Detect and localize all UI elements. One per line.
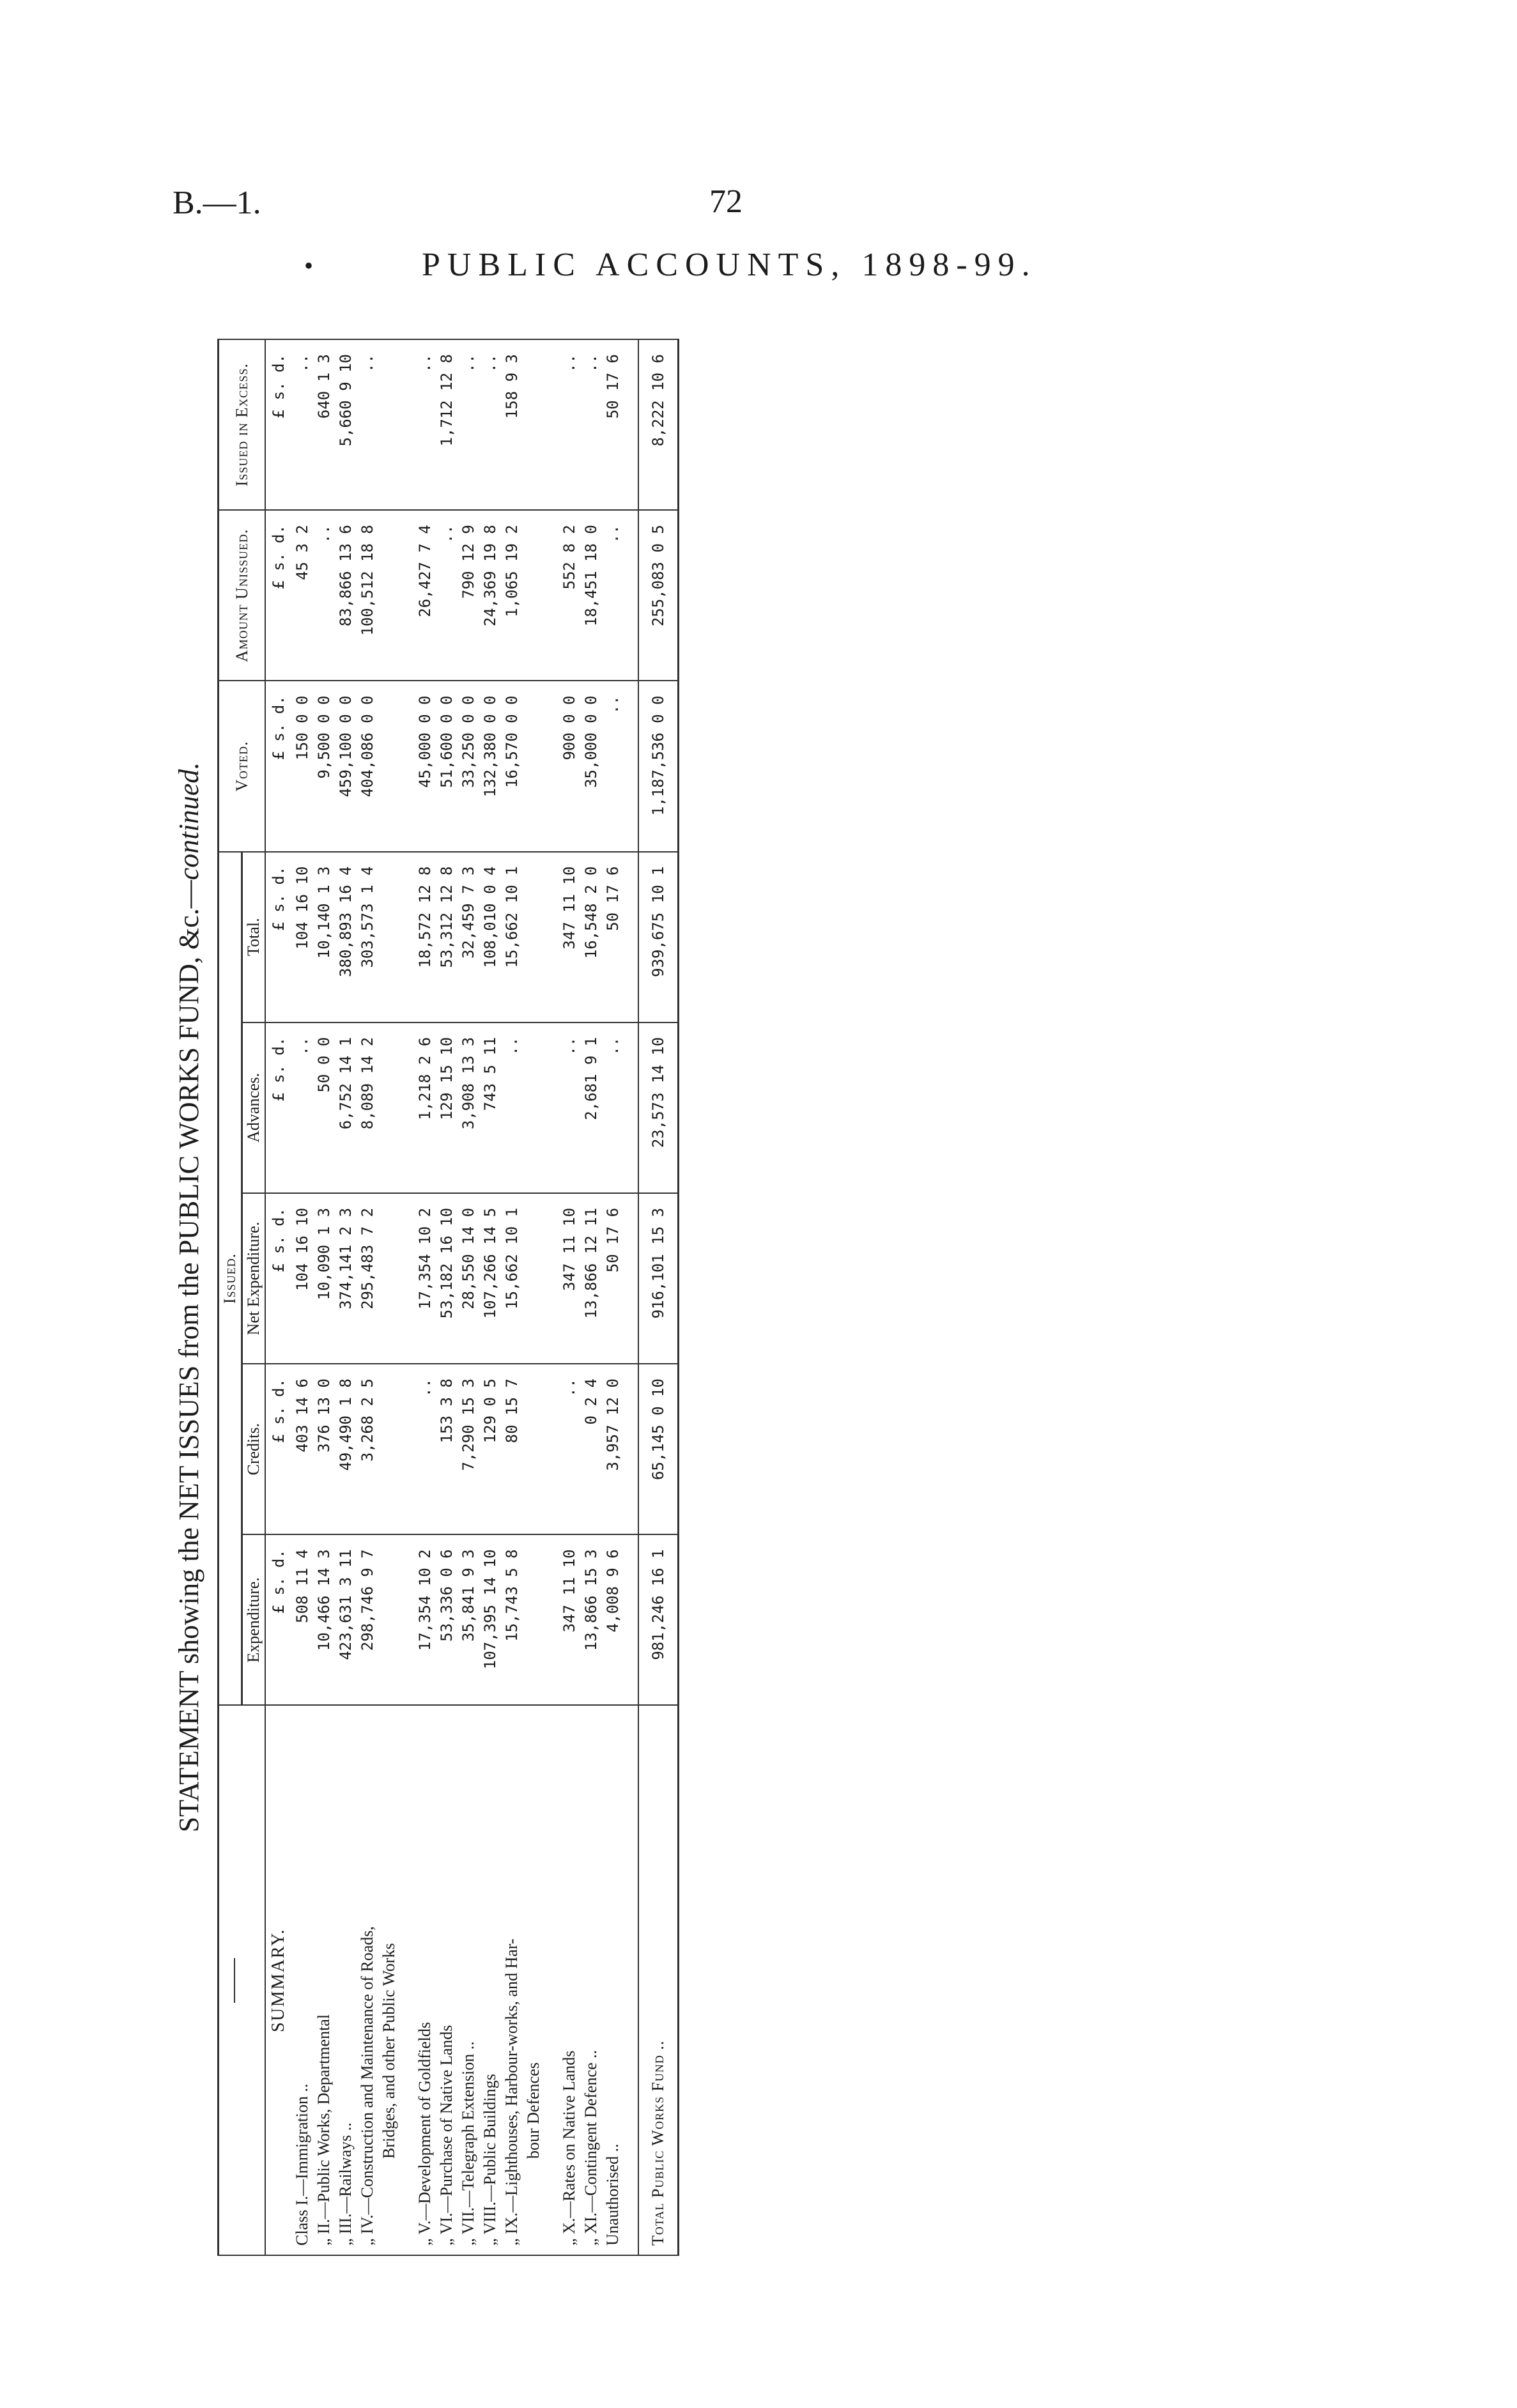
cell-voted: 900 0 0 [558, 681, 580, 851]
cell-unissued: 45 3 2 [291, 510, 313, 681]
empty-cell [378, 1193, 400, 1364]
table-row [436, 339, 458, 2255]
cell-credits: 49,490 1 8 [335, 1364, 357, 1534]
cell-expenditure: 35,841 9 3 [458, 1534, 479, 1705]
empty-cell [378, 339, 400, 510]
cell-total: 303,573 1 4 [357, 852, 378, 1023]
spacer-cell [624, 852, 638, 1023]
voted-header: Voted. [219, 681, 266, 851]
cell-voted: 132,380 0 0 [479, 681, 501, 851]
cell-voted: 33,250 0 0 [458, 681, 479, 851]
cell-expenditure: 4,008 9 6 [602, 1534, 624, 1705]
cell-excess: 158 9 3 [501, 339, 523, 510]
cell-advances: .. [501, 1023, 523, 1193]
cell-net-expenditure: 10,090 1 3 [313, 1193, 335, 1364]
table-row [558, 339, 580, 2255]
page-number: 72 [709, 183, 743, 220]
empty-cell [523, 852, 544, 1023]
cell-credits: 403 14 6 [291, 1364, 313, 1534]
cell-excess: .. [357, 339, 378, 510]
row-description: „ VII.—Telegraph Extension .. [458, 1705, 479, 2255]
issued-in-excess-header: Issued in Excess. [219, 339, 266, 510]
cell-net-expenditure: 53,182 16 10 [436, 1193, 458, 1364]
spacer-cell [544, 1193, 558, 1364]
cell-excess: 640 1 3 [313, 339, 335, 510]
spacer-cell [544, 510, 558, 681]
cell-credits: 376 13 0 [313, 1364, 335, 1534]
cell-unissued: 790 12 9 [458, 510, 479, 681]
statement-title-continued: continued. [173, 762, 204, 881]
cell-expenditure: 17,354 10 2 [414, 1534, 436, 1705]
total-excess: 8,222 10 6 [638, 339, 679, 510]
summary-label: SUMMARY. [265, 1705, 291, 2255]
spacer-cell [624, 510, 638, 681]
spacer-cell [400, 510, 414, 681]
row-description-continued: Bridges, and other Public Works [378, 1705, 400, 2255]
cell-credits: .. [558, 1364, 580, 1534]
spacer-cell [544, 339, 558, 510]
table-row [501, 339, 523, 2255]
issued-header: Issued. [219, 852, 242, 1706]
spacer-cell [544, 1023, 558, 1193]
expenditure-header: Expenditure. [242, 1534, 266, 1705]
lsd-label: £ s. d. [265, 1193, 291, 1364]
document-reference: B.—1. [173, 185, 261, 221]
empty-cell [523, 510, 544, 681]
empty-cell [523, 339, 544, 510]
row-description: Unauthorised .. [602, 1705, 624, 2255]
cell-advances: 129 15 10 [436, 1023, 458, 1193]
table-row-continuation [378, 339, 400, 2255]
cell-excess: .. [291, 339, 313, 510]
lsd-label: £ s. d. [265, 1364, 291, 1534]
cell-excess: 5,660 9 10 [335, 339, 357, 510]
cell-expenditure: 10,466 14 3 [313, 1534, 335, 1705]
total-total: 939,675 10 1 [638, 852, 679, 1023]
cell-unissued: 100,512 18 8 [357, 510, 378, 681]
cell-unissued: 26,427 7 4 [414, 510, 436, 681]
table-row [291, 339, 313, 2255]
cell-credits: 80 15 7 [501, 1364, 523, 1534]
cell-excess: .. [479, 339, 501, 510]
cell-net-expenditure: 347 11 10 [558, 1193, 580, 1364]
empty-cell [378, 1534, 400, 1705]
bullet-mark: • [304, 251, 314, 280]
cell-credits: .. [414, 1364, 436, 1534]
cell-unissued: 83,866 13 6 [335, 510, 357, 681]
cell-total: 10,140 1 3 [313, 852, 335, 1023]
statement-title-main: STATEMENT showing the NET ISSUES from the PUBLIC WORKS FUND, &c.— [173, 880, 204, 1833]
empty-cell [378, 852, 400, 1023]
cell-net-expenditure: 17,354 10 2 [414, 1193, 436, 1364]
row-description: „ VIII.—Public Buildings [479, 1705, 501, 2255]
spacer-cell [400, 1705, 414, 2255]
table-row [580, 339, 602, 2255]
cell-expenditure: 508 11 4 [291, 1534, 313, 1705]
spacer-cell [544, 1364, 558, 1534]
cell-total: 347 11 10 [558, 852, 580, 1023]
cell-total: 53,312 12 8 [436, 852, 458, 1023]
cell-advances: .. [291, 1023, 313, 1193]
spacer-cell [624, 1193, 638, 1364]
spacer-cell [400, 1023, 414, 1193]
cell-voted: .. [602, 681, 624, 851]
cell-voted: 51,600 0 0 [436, 681, 458, 851]
empty-cell [523, 1023, 544, 1193]
lsd-label: £ s. d. [265, 681, 291, 851]
row-description: „ IV.—Construction and Maintenance of Roads, [357, 1705, 378, 2255]
row-description-continued: bour Defences [523, 1705, 544, 2255]
cell-expenditure: 15,743 5 8 [501, 1534, 523, 1705]
cell-expenditure: 423,631 3 11 [335, 1534, 357, 1705]
cell-net-expenditure: 374,141 2 3 [335, 1193, 357, 1364]
empty-cell [523, 1534, 544, 1705]
cell-net-expenditure: 50 17 6 [602, 1193, 624, 1364]
page-title: PUBLIC ACCOUNTS, 1898-99. [422, 247, 1037, 283]
cell-advances: 50 0 0 [313, 1023, 335, 1193]
summary-header-blank [219, 1705, 266, 2255]
row-description: Class I.—Immigration .. [291, 1705, 313, 2255]
cell-unissued: 552 8 2 [558, 510, 580, 681]
cell-credits: 3,268 2 5 [357, 1364, 378, 1534]
spacer-row [400, 339, 414, 2255]
spacer-cell [544, 1705, 558, 2255]
spacer-cell [624, 1705, 638, 2255]
cell-total: 18,572 12 8 [414, 852, 436, 1023]
cell-excess: .. [580, 339, 602, 510]
total-row [638, 339, 679, 2255]
cell-credits: 129 0 5 [479, 1364, 501, 1534]
cell-expenditure: 298,746 9 7 [357, 1534, 378, 1705]
cell-net-expenditure: 107,266 14 5 [479, 1193, 501, 1364]
empty-cell [378, 1364, 400, 1534]
row-description: „ X.—Rates on Native Lands [558, 1705, 580, 2255]
cell-expenditure: 53,336 0 6 [436, 1534, 458, 1705]
cell-advances: .. [558, 1023, 580, 1193]
empty-cell [523, 1364, 544, 1534]
spacer-cell [544, 852, 558, 1023]
cell-unissued: 18,451 18 0 [580, 510, 602, 681]
lsd-label: £ s. d. [265, 1023, 291, 1193]
net-issues-table [217, 339, 679, 2256]
cell-net-expenditure: 28,550 14 0 [458, 1193, 479, 1364]
cell-advances: 1,218 2 6 [414, 1023, 436, 1193]
net-expenditure-header: Net Expenditure. [242, 1193, 266, 1364]
cell-expenditure: 107,395 14 10 [479, 1534, 501, 1705]
cell-excess: 1,712 12 8 [436, 339, 458, 510]
cell-unissued: .. [436, 510, 458, 681]
cell-unissued: .. [313, 510, 335, 681]
table-row [313, 339, 335, 2255]
statement-title [173, 339, 205, 2256]
spacer-cell [400, 1364, 414, 1534]
cell-excess: .. [558, 339, 580, 510]
cell-credits: 153 3 8 [436, 1364, 458, 1534]
table-row [335, 339, 357, 2255]
cell-excess: .. [414, 339, 436, 510]
spacer-row [624, 339, 638, 2255]
cell-voted: 459,100 0 0 [335, 681, 357, 851]
spacer-cell [624, 1364, 638, 1534]
total-expenditure: 981,246 16 1 [638, 1534, 679, 1705]
cell-total: 104 16 10 [291, 852, 313, 1023]
spacer-cell [624, 339, 638, 510]
cell-unissued: .. [602, 510, 624, 681]
total-unissued: 255,083 0 5 [638, 510, 679, 681]
spacer-cell [400, 1534, 414, 1705]
table-row [414, 339, 436, 2255]
cell-voted: 404,086 0 0 [357, 681, 378, 851]
cell-voted: 9,500 0 0 [313, 681, 335, 851]
advances-header: Advances. [242, 1023, 266, 1193]
cell-credits: 0 2 4 [580, 1364, 602, 1534]
total-credits: 65,145 0 10 [638, 1364, 679, 1534]
cell-total: 50 17 6 [602, 852, 624, 1023]
lsd-label: £ s. d. [265, 1534, 291, 1705]
lsd-label: £ s. d. [265, 510, 291, 681]
cell-voted: 150 0 0 [291, 681, 313, 851]
empty-cell [378, 510, 400, 681]
cell-excess: 50 17 6 [602, 339, 624, 510]
cell-advances: 6,752 14 1 [335, 1023, 357, 1193]
rotated-statement [153, 339, 690, 2256]
cell-voted: 45,000 0 0 [414, 681, 436, 851]
total-net-expenditure: 916,101 15 3 [638, 1193, 679, 1364]
empty-cell [523, 1193, 544, 1364]
cell-unissued: 1,065 19 2 [501, 510, 523, 681]
cell-net-expenditure: 15,662 10 1 [501, 1193, 523, 1364]
spacer-cell [400, 339, 414, 510]
credits-header: Credits. [242, 1364, 266, 1534]
cell-advances: 2,681 9 1 [580, 1023, 602, 1193]
spacer-cell [624, 1023, 638, 1193]
cell-advances: 743 5 11 [479, 1023, 501, 1193]
lsd-label: £ s. d. [265, 852, 291, 1023]
table-row [357, 339, 378, 2255]
cell-expenditure: 347 11 10 [558, 1534, 580, 1705]
empty-cell [378, 1023, 400, 1193]
table-row [458, 339, 479, 2255]
row-description: „ XI.—Contingent Defence .. [580, 1705, 602, 2255]
cell-advances: 3,908 13 3 [458, 1023, 479, 1193]
spacer-cell [544, 681, 558, 851]
row-description: „ VI.—Purchase of Native Lands [436, 1705, 458, 2255]
total-advances: 23,573 14 10 [638, 1023, 679, 1193]
spacer-cell [400, 681, 414, 851]
amount-unissued-header: Amount Unissued. [219, 510, 266, 681]
table-row-continuation [523, 339, 544, 2255]
row-description: „ II.—Public Works, Departmental [313, 1705, 335, 2255]
cell-excess: .. [458, 339, 479, 510]
cell-total: 16,548 2 0 [580, 852, 602, 1023]
cell-total: 380,893 16 4 [335, 852, 357, 1023]
cell-credits: 7,290 15 3 [458, 1364, 479, 1534]
cell-net-expenditure: 13,866 12 11 [580, 1193, 602, 1364]
spacer-cell [624, 1534, 638, 1705]
cell-advances: .. [602, 1023, 624, 1193]
cell-advances: 8,089 14 2 [357, 1023, 378, 1193]
spacer-cell [400, 852, 414, 1023]
row-description: „ V.—Development of Goldfields [414, 1705, 436, 2255]
table-row [602, 339, 624, 2255]
cell-voted: 35,000 0 0 [580, 681, 602, 851]
row-description: „ IX.—Lighthouses, Harbour-works, and Har- [501, 1705, 523, 2255]
table-row [479, 339, 501, 2255]
cell-credits: 3,957 12 0 [602, 1364, 624, 1534]
total-voted: 1,187,536 0 0 [638, 681, 679, 851]
cell-net-expenditure: 104 16 10 [291, 1193, 313, 1364]
cell-total: 32,459 7 3 [458, 852, 479, 1023]
cell-total: 15,662 10 1 [501, 852, 523, 1023]
spacer-cell [544, 1534, 558, 1705]
cell-net-expenditure: 295,483 7 2 [357, 1193, 378, 1364]
total-description: Total Public Works Fund .. [638, 1705, 679, 2255]
cell-voted: 16,570 0 0 [501, 681, 523, 851]
cell-total: 108,010 0 4 [479, 852, 501, 1023]
spacer-cell [400, 1193, 414, 1364]
spacer-cell [624, 681, 638, 851]
row-description: „ III.—Railways .. [335, 1705, 357, 2255]
lsd-label: £ s. d. [265, 339, 291, 510]
cell-expenditure: 13,866 15 3 [580, 1534, 602, 1705]
total-header: Total. [242, 852, 266, 1023]
cell-unissued: 24,369 19 8 [479, 510, 501, 681]
empty-cell [378, 681, 400, 851]
empty-cell [523, 681, 544, 851]
spacer-row [544, 339, 558, 2255]
